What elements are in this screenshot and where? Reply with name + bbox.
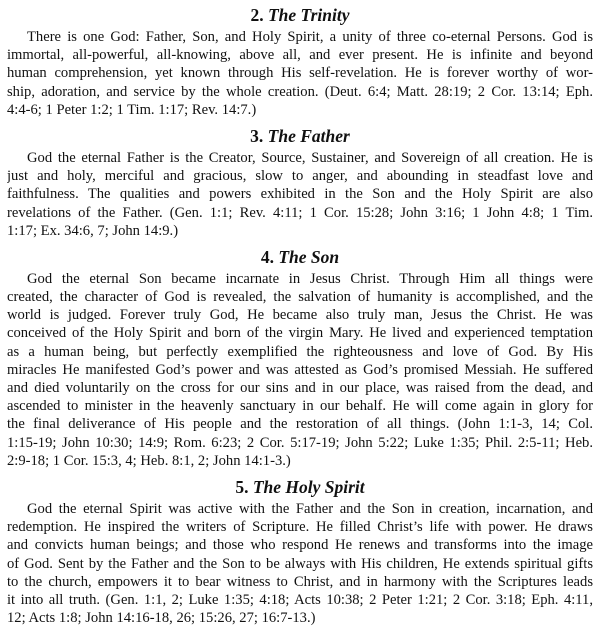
paragraph-line: 1:15-19; John 10:30; 14:9; Rom. 6:23; 2 Cor. 5:17-19; John 5:22; Luke 1:35; Phil. 2:5-11; Heb. — [7, 434, 593, 451]
section-paragraph — [7, 28, 593, 119]
section-title: The Father — [267, 125, 350, 146]
section-heading — [7, 125, 593, 148]
section-paragraph — [7, 500, 593, 627]
paragraph-line: 1:17; Ex. 34:6, 7; John 14:9.) — [7, 222, 179, 239]
paragraph-line: and convicts human beings; and those who respond He renews and transforms into the image — [7, 537, 593, 554]
paragraph-line: to the church, empowers it to bear witness to Christ, and in harmony with the Scriptures leads — [7, 573, 593, 590]
paragraph-line: 12; Acts 1:8; John 14:16-18, 26; 15:26, 27; 16:7-13.) — [7, 610, 316, 627]
paragraph-line: of God. Sent by the Father and the Son to be always with His children, He extends spiritual gifts — [7, 555, 593, 572]
paragraph-line: the final deliverance of His people and the restoration of all things. (John 1:1-3, 14; Col. — [7, 416, 593, 433]
paragraph-line: conceived of the Holy Spirit and born of the virgin Mary. He lived and experienced temptation — [7, 325, 593, 342]
section-paragraph — [7, 270, 593, 470]
paragraph-line: God the eternal Son became incarnate in Jesus Christ. Through Him all things were — [27, 270, 593, 287]
section-paragraph — [7, 149, 593, 240]
paragraph-line: just and holy, merciful and gracious, slow to anger, and abounding in steadfast love and — [7, 168, 593, 185]
section-heading — [7, 4, 593, 27]
paragraph-line: immortal, all-powerful, all-knowing, above all, and ever present. He is infinite and beyond — [7, 47, 593, 64]
paragraph-line: miracles He manifested God’s power and was attested as God’s promised Messiah. He suffered — [7, 361, 593, 378]
paragraph-line: God the eternal Father is the Creator, Source, Sustainer, and Sovereign of all creation. He is — [27, 149, 593, 166]
paragraph-line: ascended to minister in the heavenly sanctuary in our behalf. He will come again in glory for — [7, 398, 593, 415]
paragraph-line: created, the character of God is revealed, the salvation of humanity is accomplished, and the — [7, 289, 593, 306]
paragraph-line: redemption. He inspired the writers of Scripture. He filled Christ’s life with power. He draws — [7, 519, 593, 536]
section-title: The Son — [278, 246, 340, 267]
section-father — [7, 125, 593, 240]
paragraph-line: world is judged. Forever truly God, He became also truly man, Jesus the Christ. He was — [7, 307, 593, 324]
section-heading — [7, 246, 593, 269]
paragraph-line: ship, adoration, and service by the whole creation. (Deut. 6:4; Matt. 28:19; 2 Cor. 13:14; Eph. — [7, 83, 593, 100]
paragraph-line: and died voluntarily on the cross for our sins and in our place, was raised from the dead, and — [7, 380, 593, 396]
paragraph-line: human comprehension, yet known through His self-revelation. He is forever worthy of wor- — [7, 65, 593, 82]
paragraph-line: There is one God: Father, Son, and Holy Spirit, a unity of three co-eternal Persons. God is — [27, 29, 593, 45]
section-number: 4. — [260, 246, 274, 267]
section-son — [7, 246, 593, 470]
paragraph-line: it into all truth. (Gen. 1:1, 2; Luke 1:35; 4:18; Acts 10:38; 2 Peter 1:21; 2 Cor. 3:18; Eph. 4:11, — [7, 591, 593, 608]
section-holy-spirit — [7, 476, 593, 627]
section-title: The Holy Spirit — [252, 476, 365, 497]
paragraph-line: as a human being, but perfectly exemplified the righteousness and love of God. By His — [7, 343, 593, 360]
section-title: The Trinity — [267, 5, 350, 25]
paragraph-line: 2:9-18; 1 Cor. 15:3, 4; Heb. 8:1, 2; John 14:1-3.) — [7, 452, 291, 469]
section-trinity — [7, 4, 593, 119]
section-heading — [7, 476, 593, 499]
paragraph-line: revelations of the Father. (Gen. 1:1; Rev. 4:11; 1 Cor. 15:28; John 3:16; 1 John 4:8; 1 Tim. — [7, 204, 593, 221]
section-number: 2. — [250, 5, 264, 25]
section-number: 3. — [250, 125, 264, 146]
paragraph-line: God the eternal Spirit was active with the Father and the Son in creation, incarnation, and — [27, 500, 593, 517]
paragraph-line: faithfulness. The qualities and powers exhibited in the Son and the Holy Spirit are also — [7, 186, 593, 203]
paragraph-line: 4:4-6; 1 Peter 1:2; 1 Tim. 1:17; Rev. 14:7.) — [7, 101, 257, 118]
section-number: 5. — [235, 476, 249, 497]
